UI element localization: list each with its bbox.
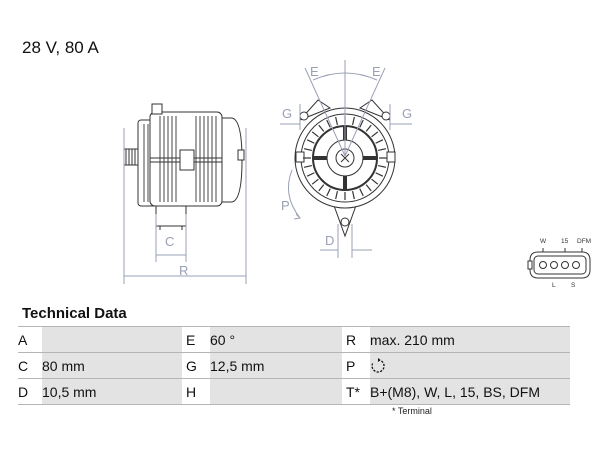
spec-key: H — [186, 379, 210, 405]
spec-value: B+(M8), W, L, 15, BS, DFM — [370, 379, 570, 405]
spec-value-rotation — [370, 353, 570, 379]
connector-label-s: S — [571, 282, 576, 289]
connector-plug — [528, 248, 590, 278]
spec-value: 12,5 mm — [210, 353, 342, 379]
connector-label-l: L — [552, 282, 556, 289]
spec-key: D — [18, 379, 42, 405]
product-title: 28 V, 80 A — [22, 38, 99, 57]
table-row — [18, 353, 570, 379]
spec-key: G — [186, 353, 210, 379]
spec-value: 80 mm — [42, 353, 182, 379]
spec-key: E — [186, 327, 210, 353]
table-row — [18, 379, 570, 405]
spec-key: P — [346, 353, 370, 379]
dimension-e-left-label: E — [310, 64, 319, 79]
spec-value: 10,5 mm — [42, 379, 182, 405]
spec-value: 60 ° — [210, 327, 342, 353]
dimension-r-label: R — [179, 263, 189, 278]
spec-value — [210, 379, 342, 405]
spec-value: max. 210 mm — [370, 327, 570, 353]
connector-label-dfm: DFM — [577, 238, 592, 245]
spec-key: C — [18, 353, 42, 379]
terminal-footnote: * Terminal — [392, 406, 432, 416]
table-row — [18, 327, 570, 353]
dimension-e-right-label: E — [372, 64, 381, 79]
dimension-g-left-label: G — [282, 106, 293, 121]
spec-key: R — [346, 327, 370, 353]
clockwise-rotation-icon — [370, 358, 386, 374]
spec-key: T* — [346, 379, 370, 405]
dimension-d-label: D — [325, 233, 335, 248]
dimension-p-label: P — [281, 198, 290, 213]
technical-data-heading: Technical Data — [22, 305, 127, 322]
connector-label-15: 15 — [561, 238, 569, 245]
alternator-side-view — [124, 104, 244, 230]
dimension-g-right-label: G — [402, 106, 413, 121]
dimension-c-label: C — [165, 234, 175, 249]
connector-label-w: W — [540, 238, 547, 245]
spec-value — [42, 327, 182, 353]
technical-data-table — [18, 326, 570, 405]
spec-key: A — [18, 327, 42, 353]
